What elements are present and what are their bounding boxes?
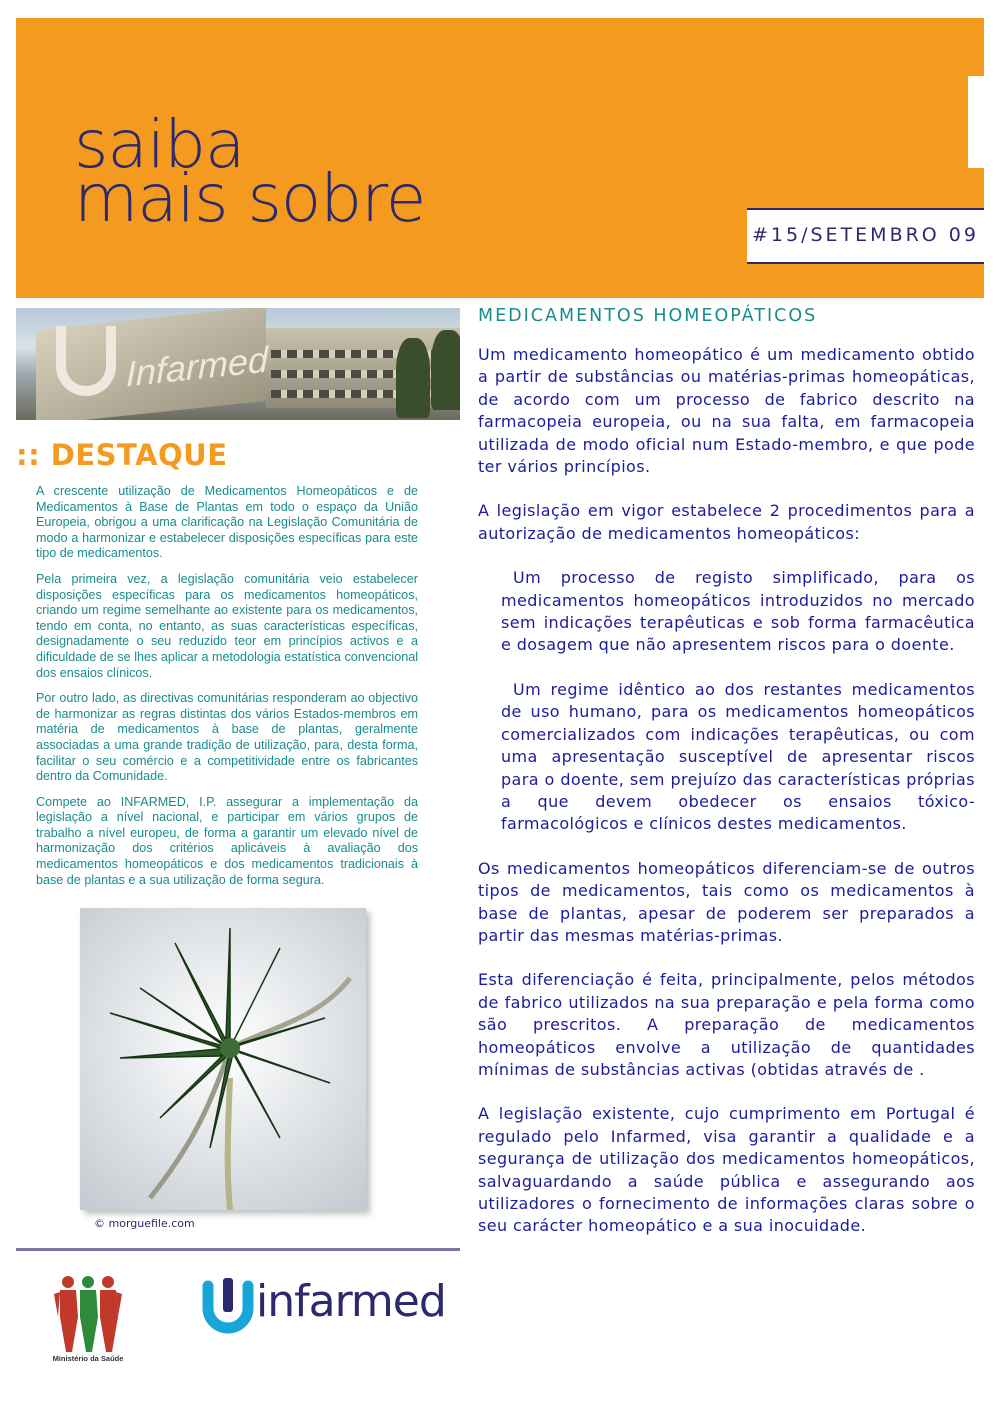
destaque-paragraph: Por outro lado, as directivas comunitárias responderam ao objectivo de harmonizar as regras distintas dos vários Estados-membros em matéria de medicamentos à base de plantas, geralmente associadas a uma grande tradição de utilização, para, desta forma, facilitar o seu comércio e a competitividade entre os fabricantes dentro da Comunidade. xyxy=(36,691,418,784)
destaque-heading: :: DESTAQUE xyxy=(16,438,228,472)
infarmed-logo xyxy=(200,1276,446,1338)
infarmed-u-icon xyxy=(200,1276,256,1334)
article-paragraph: Os medicamentos homeopáticos diferenciam-se de outros tipos de medicamentos, tais como os medicamentos à base de plantas, apesar de poderem ser preparados a partir das mesmas matérias-primas. xyxy=(478,858,975,945)
article-paragraph: A legislação existente, cujo cumprimento em Portugal é regulado pelo Infarmed, visa garantir a qualidade e a segurança de utilização dos medicamentos homeopáticos, salvaguardando a saúde pública e assegurando aos utilizadores o fornecimento de informações claras sobre o seu carácter homeopático e a sua inocuidade. xyxy=(478,1104,975,1236)
procedure-item: Um processo de registo simplificado, para os medicamentos homeopáticos introduzidos no mercado sem indicações terapêuticas e sob forma farmacêutica e dosagem que não apresentem riscos para o doente. xyxy=(501,568,975,655)
plant-illustration xyxy=(80,908,366,1210)
destaque-text xyxy=(36,484,418,898)
destaque-paragraph: Pela primeira vez, a legislação comunitária veio estabelecer disposições específicas para os medicamentos homeopáticos, criando um regime semelhante ao existente para os medicamentos, tendo em conta, no entanto, as suas características específicas, designadamente o seu reduzido teor em princípios activos e a dificuldade de se lhes aplicar a metodologia estatística convencional dos ensaios clínicos. xyxy=(36,571,418,680)
article-paragraph: Esta diferenciação é feita, principalmente, pelos métodos de fabrico utilizados na sua preparação e pela forma como são prescritos. A preparação de medicamentos homeopáticos envolve a utilização de quantidades mínimas de substâncias activas (obtidas através de . xyxy=(478,970,975,1079)
title-line-2: mais sobre xyxy=(74,160,426,237)
issue-box xyxy=(747,208,984,264)
tree xyxy=(431,330,460,410)
destaque-paragraph: A crescente utilização de Medicamentos Homeopáticos e de Medicamentos à Base de Plantas em todo o espaço da União Europeia, obrigou a uma clarificação na Legislação Comunitária de modo a harmonizar e estabelecer disposições específicas para este tipo de medicamentos. xyxy=(36,484,418,561)
section-title: MEDICAMENTOS HOMEOPÁTICOS xyxy=(478,306,818,326)
publication-title xyxy=(74,106,426,237)
procedure-item: Um regime idêntico ao dos restantes medicamentos de uso humano, para os medicamentos homeopáticos comercializados com indicações terapêuticas, ou com uma apresentação susceptível de apresentar riscos para o doente, sem prejuízo das características próprias a que devem obedecer os ensaios tóxico-farmacológicos e clínicos destes medicamentos. xyxy=(501,679,975,834)
infarmed-wordmark: infarmed xyxy=(256,1276,446,1327)
article-paragraph: A legislação em vigor estabelece 2 procedimentos para a autorização de medicamentos homeopáticos: xyxy=(478,501,975,543)
ministry-label: Ministério da Saúde xyxy=(52,1354,124,1363)
photo-credit: © morguefile.com xyxy=(94,1217,195,1230)
sign-text: Infarmed xyxy=(126,338,269,395)
building-photo xyxy=(16,308,460,420)
plant-photo xyxy=(80,908,366,1210)
title-line-1: saiba xyxy=(74,106,245,183)
sign-logo-u xyxy=(56,326,116,396)
article-body xyxy=(478,344,975,1260)
ministry-logo xyxy=(48,1272,128,1362)
banner-tab-notch xyxy=(968,76,984,168)
article-paragraph: Um medicamento homeopático é um medicamento obtido a partir de substâncias ou matérias-primas homeopáticas, de acordo com um processo de fabrico descrito na farmacopeia europeia, ou na sua falta, em farmacopeia utilizada de modo oficial num Estado-membro, e que pode ter vários princípios. xyxy=(478,345,975,477)
tree xyxy=(396,338,430,418)
issue-number: #15/SETEMBRO 09 xyxy=(752,224,979,246)
divider xyxy=(16,1248,460,1251)
destaque-paragraph: Compete ao INFARMED, I.P. assegurar a implementação da legislação a nível nacional, e participar em vários grupos de trabalho a nível europeu, de forma a garantir um elevado nível de harmonização dos critérios aplicáveis à avaliação dos medicamentos homeopáticos e dos medicamentos tradicionais à base de plantas e a sua utilização de forma segura. xyxy=(36,794,418,887)
